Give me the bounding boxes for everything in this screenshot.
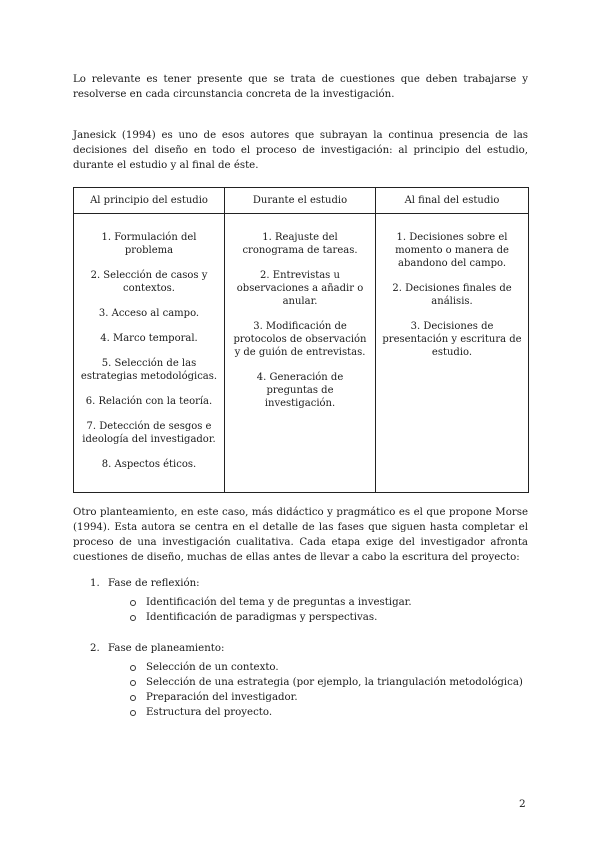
- list-item: 4. Generación de preguntas de investigación.: [256, 372, 344, 409]
- circle-bullet-icon: [130, 600, 136, 606]
- phase-title: [90, 641, 530, 656]
- table-header-cell: Al final del estudio: [376, 188, 529, 214]
- table-cell-end: [376, 214, 529, 493]
- list-item: 2. Entrevistas u observaciones a añadir o anular.: [236, 270, 364, 307]
- list-item: Selección de un contexto.: [130, 660, 530, 675]
- table-row: [74, 214, 529, 493]
- list-item: Identificación del tema y de preguntas a investigar.: [130, 595, 530, 610]
- list-item: 2. Selección de casos y contextos.: [90, 270, 208, 294]
- circle-bullet-icon: [130, 665, 136, 671]
- list-item: Preparación del investigador.: [130, 690, 530, 705]
- phase-label: Fase de reflexión:: [108, 578, 200, 589]
- list-item: Selección de una estrategia (por ejemplo, la triangulación metodológica): [130, 675, 530, 690]
- list-item: 3. Decisiones de presentación y escritura de estudio.: [382, 321, 522, 358]
- table-header-cell: Al principio del estudio: [74, 188, 225, 214]
- table-cell-beginning: [74, 214, 225, 493]
- circle-bullet-icon: [130, 615, 136, 621]
- list-item: 3. Modificación de protocolos de observación y de guión de entrevistas.: [233, 321, 367, 358]
- list-item: 1. Formulación del problema: [101, 232, 197, 256]
- list-item: 8. Aspectos éticos.: [101, 459, 197, 470]
- design-decisions-table: [73, 187, 529, 493]
- phase-number: 1.: [90, 578, 100, 589]
- phase-planning: [90, 641, 530, 720]
- circle-bullet-icon: [130, 695, 136, 701]
- phase-number: 2.: [90, 643, 100, 654]
- phase-label: Fase de planeamiento:: [108, 643, 225, 654]
- list-item: Estructura del proyecto.: [130, 705, 530, 720]
- phase-title: [90, 576, 530, 591]
- list-item: 5. Selección de las estrategias metodológicas.: [80, 358, 218, 382]
- list-item: 1. Reajuste del cronograma de tareas.: [242, 232, 358, 256]
- table-header-cell: Durante el estudio: [225, 188, 376, 214]
- list-item: Identificación de paradigmas y perspectivas.: [130, 610, 530, 625]
- table-header-row: [74, 188, 529, 214]
- list-item: 6. Relación con la teoría.: [85, 396, 213, 407]
- list-item: 2. Decisiones finales de análisis.: [392, 283, 512, 307]
- table-cell-during: [225, 214, 376, 493]
- paragraph-morse: Otro planteamiento, en este caso, más didáctico y pragmático es el que propone Morse (1994). Esta autora se centra en el detalle de las fases que siguen hasta completar el proceso de una investigación cualitativa. Cada etapa exige del investigador afronta cuestiones de diseño, muchas de ellas antes de llevar a cabo la escritura del proyecto:: [73, 507, 528, 563]
- list-item: 7. Detección de sesgos e ideología del investigador.: [82, 421, 216, 445]
- list-item: 3. Acceso al campo.: [98, 308, 200, 319]
- circle-bullet-icon: [130, 680, 136, 686]
- phase-reflection: [90, 576, 530, 625]
- list-item: 4. Marco temporal.: [100, 333, 198, 344]
- paragraph-janesick: Janesick (1994) es uno de esos autores que subrayan la continua presencia de las decisiones del diseño en todo el proceso de investigación: al principio del estudio, durante el estudio y al final de éste.: [73, 130, 528, 171]
- paragraph-intro: Lo relevante es tener presente que se trata de cuestiones que deben trabajarse y resolverse en cada circunstancia concreta de la investigación.: [73, 74, 528, 100]
- page-number: 2: [519, 798, 526, 810]
- list-item: 1. Decisiones sobre el momento o manera de abandono del campo.: [395, 232, 509, 269]
- circle-bullet-icon: [130, 710, 136, 716]
